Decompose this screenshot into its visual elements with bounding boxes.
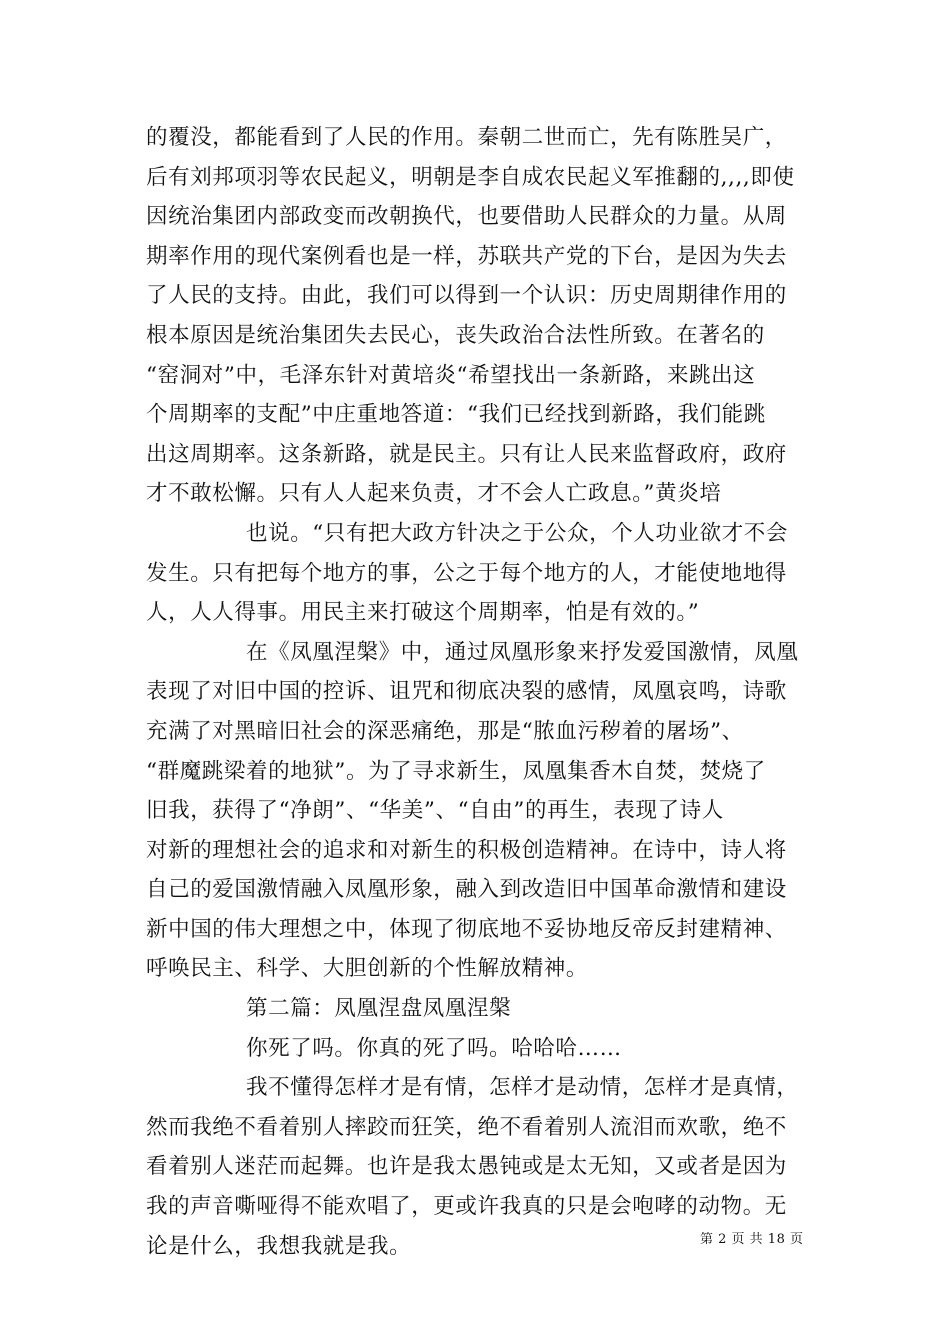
text-line: 的覆没，都能看到了人民的作用。秦朝二世而亡，先有陈胜吴广，	[146, 125, 787, 150]
text-line: 根本原因是统治集团失去民心，丧失政治合法性所致。在著名的	[146, 322, 765, 348]
text-line: 自己的爱国激情融入凤凰形象，融入到改造旧中国革命激情和建设	[146, 877, 787, 903]
text-line: “群魔跳梁着的地狱”。为了寻求新生，凤凰集香木自焚，焚烧了	[146, 758, 766, 784]
text-line: 表现了对旧中国的控诉、诅咒和彻底决裂的感情，凤凰哀鸣，诗歌	[146, 679, 787, 705]
text-line: 新中国的伟大理想之中，体现了彻底地不妥协地反帝反封建精神、	[146, 916, 787, 942]
paragraph-start-line: 我不懂得怎样才是有情，怎样才是动情，怎样才是真情，	[246, 1075, 799, 1101]
text-line: 才不敢松懈。只有人人起来负责，才不会人亡政息。”黄炎培	[146, 481, 722, 507]
text-line: 看着别人迷茫而起舞。也许是我太愚钝或是太无知，又或者是因为	[146, 1154, 787, 1180]
document-body	[146, 118, 806, 1266]
text-line: 人，人人得事。用民主来打破这个周期率，怕是有效的。”	[146, 600, 700, 626]
text-line: 我的声音嘶哑得不能欢唱了，更或许我真的只是会咆哮的动物。无	[146, 1194, 787, 1220]
section-heading: 第二篇：凤凰涅盘凤凰涅槃	[246, 996, 512, 1022]
text-line: 了人民的支持。由此，我们可以得到一个认识：历史周期律作用的	[146, 283, 787, 309]
text-line: 后有刘邦项羽等农民起义，明朝是李自成农民起义军推翻的,,,,即使	[146, 164, 795, 190]
paragraph-start-line: 你死了吗。你真的死了吗。哈哈哈……	[246, 1035, 622, 1061]
text-line: 旧我，获得了“净朗”、“华美”、“自由”的再生，表现了诗人	[146, 798, 724, 824]
text-line: 发生。只有把每个地方的事，公之于每个地方的人，才能使地地得	[146, 560, 787, 586]
text-line: 呼唤民主、科学、大胆创新的个性解放精神。	[146, 956, 589, 982]
paragraph-start-line: 也说。“只有把大政方针决之于公众，个人功业欲才不会	[246, 520, 788, 546]
paragraph-start-line: 在《凤凰涅槃》中，通过凤凰形象来抒发爱国激情，凤凰	[246, 639, 799, 665]
text-line: 因统治集团内部政变而改朝换代，也要借助人民群众的力量。从周	[146, 204, 787, 230]
text-line: 论是什么，我想我就是我。	[146, 1233, 412, 1259]
text-line: 对新的理想社会的追求和对新生的积极创造精神。在诗中，诗人将	[146, 837, 787, 863]
text-line: 个周期率的支配”中庄重地答道：“我们已经找到新路，我们能跳	[146, 402, 766, 428]
text-line: “窑洞对”中，毛泽东针对黄培炎“希望找出一条新路，来跳出这	[146, 362, 756, 388]
text-line: 充满了对黑暗旧社会的深恶痛绝，那是“脓血污秽着的屠场”、	[146, 718, 744, 744]
text-line: 然而我绝不看着别人摔跤而狂笑，绝不看着别人流泪而欢歌，绝不	[146, 1114, 787, 1140]
text-line: 出这周期率。这条新路，就是民主。只有让人民来监督政府，政府	[146, 441, 787, 467]
page-number: 第 2 页 共 18 页	[700, 1232, 804, 1247]
text-line: 期率作用的现代案例看也是一样，苏联共产党的下台，是因为失去	[146, 243, 787, 269]
